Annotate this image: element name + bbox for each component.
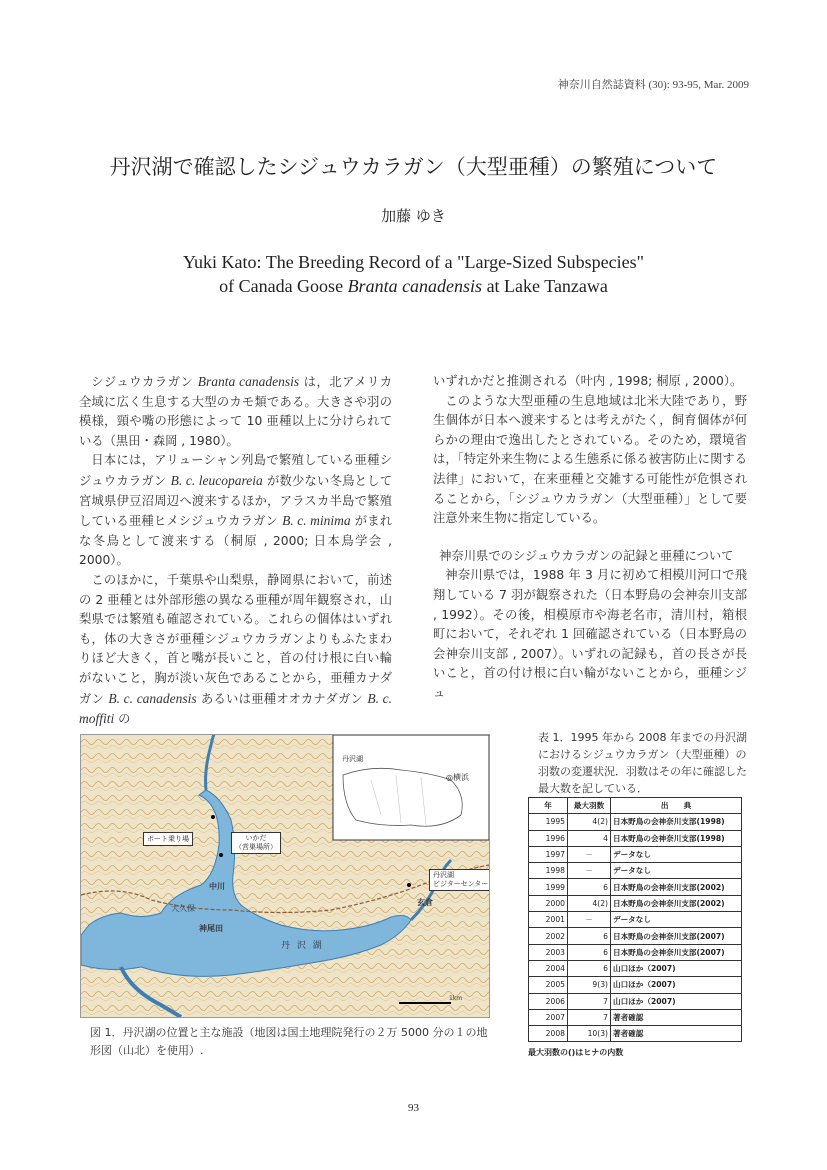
cell-source: 日本野鳥の会神奈川支部(2002) (611, 879, 742, 895)
title-en-line2-a: of Canada Goose (219, 276, 348, 296)
cell-source: 山口ほか（2007) (611, 977, 742, 993)
body-right-column (433, 372, 747, 704)
species-name: B. c. leucopareia (170, 472, 263, 488)
cell-source: データなし (611, 846, 742, 862)
title-en (0, 250, 827, 298)
cell-year: 1996 (529, 830, 568, 846)
table-note: 最大羽数の()はヒナの内数 (528, 1048, 624, 1057)
title-en-line2 (0, 274, 827, 298)
cell-count: 10(3) (568, 1026, 611, 1042)
cell-year: 1999 (529, 879, 568, 895)
paragraph (79, 571, 392, 730)
cell-count: 7 (568, 993, 611, 1009)
cell-year: 1995 (529, 814, 568, 830)
map-name-nakagawa: 中川 (209, 882, 225, 891)
species-name: B. c. minima (282, 513, 351, 529)
table-row (529, 1009, 742, 1025)
body-left-column (79, 372, 392, 730)
text: このほかに，千葉県や山梨県，静岡県において，前述の 2 亜種とは外部形態の異なる亜種が周年観察され，山梨県では繁殖も確認されている。これらの個体はいずれも，体の大きさが亜種シジュウカラガンよりもふたまわりほど大きく，首と嘴が長いこと，首の付け根に白い輪がないこと，胸が淡い灰色であることから，亜種カナダガン (79, 572, 392, 706)
map-name-gensaku: 玄倉 (417, 898, 433, 907)
cell-year: 2002 (529, 928, 568, 944)
cell-count: 4(2) (568, 895, 611, 911)
title-ja: 丹沢湖で確認したシジュウカラガン（大型亜種）の繁殖について (109, 155, 718, 179)
title-en-line1: Yuki Kato: The Breeding Record of a "Large-Sized Subspecies" (183, 252, 644, 272)
cell-count: － (568, 863, 611, 879)
label-visitor-line2: ビジターセンター (433, 880, 489, 888)
paragraph: 神奈川県では，1988 年 3 月に初めて相模川河口で飛翔している 7 羽が観察された（日本野鳥の会神奈川支部 , 1992）。その後，相模原市や海老名市，清川村，箱根町において，それぞれ 1 回確認されている（日本野鳥の会神奈川支部 , 2007）。いずれの記録も，首の長さが長いこと，首の付け根に白い輪がないことから，亜種シジュ (433, 568, 747, 700)
table-caption: 表 1．1995 年から 2008 年までの丹沢湖におけるシジュウカラガン（大型亜種）の羽数の変遷状況．羽数はその年に確認した最大数を記している． (538, 731, 747, 795)
cell-count: 9(3) (568, 977, 611, 993)
label-boat-dock: ボート乗り場 (143, 832, 193, 846)
table-row (529, 977, 742, 993)
paragraph (79, 451, 392, 571)
cell-source: 著者確認 (611, 1026, 742, 1042)
cell-count: 7 (568, 1009, 611, 1025)
cell-source: 著者確認 (611, 1009, 742, 1025)
map-scale: 1km (449, 995, 463, 1002)
table-row (529, 895, 742, 911)
map-name-ookubo: 大久保 (171, 904, 195, 913)
page-number: 93 (408, 1102, 419, 1114)
cell-year: 2004 (529, 960, 568, 976)
cell-year: 2005 (529, 977, 568, 993)
header-year: 年 (529, 798, 568, 814)
map-name-kaminawa: 神尾田 (199, 924, 223, 933)
table-header-row (529, 798, 742, 814)
label-visitor-line1: 丹沢湖 (433, 871, 454, 879)
cell-year: 2006 (529, 993, 568, 1009)
cell-source: 日本野鳥の会神奈川支部(1998) (611, 814, 742, 830)
text: あるいは亜種オオカナダガン (196, 691, 368, 706)
cell-year: 1997 (529, 846, 568, 862)
table-row (529, 879, 742, 895)
cell-count: 6 (568, 928, 611, 944)
cell-source: 日本野鳥の会神奈川支部(2002) (611, 895, 742, 911)
paragraph: このような大型亜種の生息地域は北米大陸であり，野生個体が日本へ渡来するとは考えがたく，飼育個体が何らかの理由で逸出したとされている。そのため，環境省は，「特定外来生物による生態系に係る被害防止に関する法律」において，在来亜種と交雑する可能性が危惧されることから，「シジュウカラガン（大型亜種）」として要注意外来生物に指定している。 (433, 393, 747, 526)
cell-year: 2007 (529, 1009, 568, 1025)
table-row (529, 944, 742, 960)
table-row (529, 912, 742, 928)
cell-year: 1998 (529, 863, 568, 879)
table-row (529, 928, 742, 944)
cell-source: 山口ほか（2007) (611, 993, 742, 1009)
cell-year: 2001 (529, 912, 568, 928)
cell-source: データなし (611, 863, 742, 879)
cell-source: データなし (611, 912, 742, 928)
cell-count: － (568, 846, 611, 862)
cell-count: 6 (568, 879, 611, 895)
title-en-line2-b: at Lake Tanzawa (482, 276, 608, 296)
map-graphic (81, 735, 489, 1017)
paragraph: いずれかだと推測される（叶内 , 1998; 桐原 , 2000）。 (433, 374, 743, 388)
figure-caption: 図 1．丹沢湖の位置と主な施設（地図は国土地理院発行の２万 5000 分の１の地形図（山北）を使用）. (90, 1026, 488, 1057)
cell-count: 4(2) (568, 814, 611, 830)
header-max-count: 最大羽数 (568, 798, 611, 814)
label-raft (231, 832, 281, 854)
cell-source: 日本野鳥の会神奈川支部(2007) (611, 928, 742, 944)
inset-label-yokohama: ◎横浜 (446, 773, 469, 782)
cell-year: 2000 (529, 895, 568, 911)
cell-count: 6 (568, 960, 611, 976)
text: は，北アメリカ全域に広く生息する大型のカモ類である。大きさや羽の模様，頸や嘴の形態によって 10 亜種以上に分けられている（黒田・森岡 , 1980）。 (79, 375, 393, 448)
cell-count: 4 (568, 830, 611, 846)
label-visitor-center (429, 869, 490, 891)
text: シジュウカラガン (91, 375, 198, 389)
cell-count: － (568, 912, 611, 928)
map-name-lake: 丹 沢 湖 (281, 941, 324, 951)
table-body (529, 814, 742, 1042)
journal-reference: 神奈川自然誌資料 (30): 93-95, Mar. 2009 (557, 79, 749, 91)
table-row (529, 960, 742, 976)
cell-year: 2008 (529, 1026, 568, 1042)
cell-count: 6 (568, 944, 611, 960)
figure-map (80, 734, 490, 1018)
text: がまれな冬鳥として渡来する（桐原 , 2000; 日本鳥学会 , 2000）。 (79, 514, 392, 568)
cell-source: 山口ほか（2007) (611, 960, 742, 976)
table-row (529, 863, 742, 879)
cell-year: 2003 (529, 944, 568, 960)
species-name: B. c. canadensis (108, 690, 197, 706)
text: の (114, 712, 131, 727)
text: が数少ない冬鳥として宮城県伊豆沼周辺へ渡来するほか，アラスカ半島で繁殖している亜種ヒメシジュウカラガン (79, 473, 392, 529)
header-source: 出 典 (611, 798, 742, 814)
table-row (529, 814, 742, 830)
section-heading: 神奈川県でのシジュウカラガンの記録と亜種について (439, 548, 734, 563)
cell-source: 日本野鳥の会神奈川支部(1998) (611, 830, 742, 846)
table-row (529, 846, 742, 862)
paragraph (79, 372, 392, 451)
title-en-species: Branta canadensis (347, 276, 483, 296)
table-row (529, 1026, 742, 1042)
species-name: B. c. moffiti (79, 690, 392, 727)
label-raft-line1: いかだ (245, 834, 267, 842)
text: 日本には，アリューシャン列島で繁殖している亜種シジュウカラガン (79, 453, 392, 488)
species-name: Branta canadensis (197, 374, 300, 389)
label-raft-line2: （営巣場所） (235, 843, 277, 851)
author-ja: 加藤 ゆき (381, 207, 446, 225)
inset-label-tanzawa: 丹沢湖 (342, 755, 363, 763)
cell-source: 日本野鳥の会神奈川支部(2007) (611, 944, 742, 960)
records-table (528, 797, 742, 1042)
table-row (529, 993, 742, 1009)
table-row (529, 830, 742, 846)
